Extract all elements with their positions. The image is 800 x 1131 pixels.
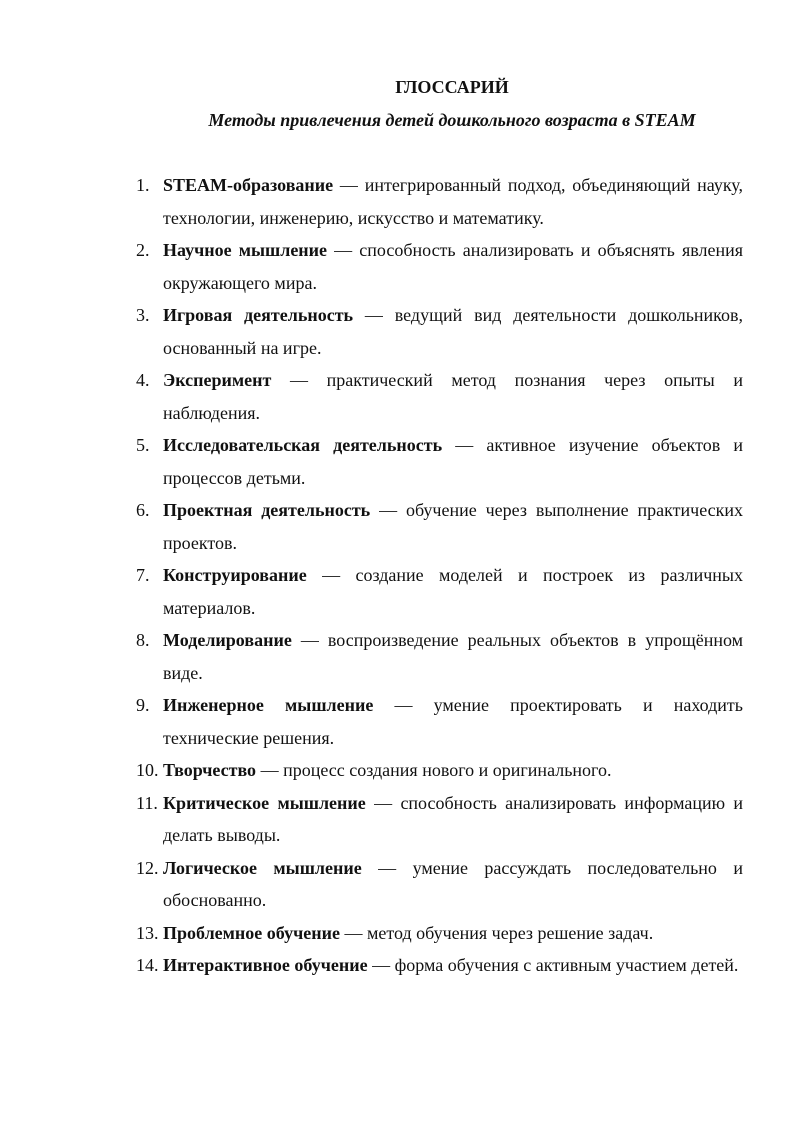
glossary-entry bbox=[136, 754, 743, 787]
entry-definition: процесс создания нового и оригинального. bbox=[283, 760, 612, 780]
entry-term: Интерактивное обучение bbox=[163, 955, 368, 975]
entry-dash: — bbox=[322, 565, 341, 585]
entry-number: 4. bbox=[136, 370, 150, 390]
entry-number: 2. bbox=[136, 240, 150, 260]
entry-dash: — bbox=[300, 630, 319, 650]
entry-dash: — bbox=[339, 175, 358, 195]
entry-definition: практический метод познания через опыты и наблюдения. bbox=[163, 370, 744, 423]
entry-number: 8. bbox=[136, 630, 150, 650]
glossary-entry bbox=[136, 949, 743, 982]
entry-text bbox=[163, 364, 743, 429]
entry-term: Моделирование bbox=[163, 630, 292, 650]
entry-term: Инженерное мышление bbox=[163, 695, 374, 715]
entry-definition: ведущий вид деятельности дошкольников, основанный на игре. bbox=[163, 305, 744, 358]
entry-text bbox=[163, 949, 743, 982]
glossary-list bbox=[136, 169, 743, 982]
entry-text bbox=[163, 852, 743, 917]
entry-definition: способность анализировать информацию и делать выводы. bbox=[163, 792, 744, 845]
entry-dash: — bbox=[455, 435, 474, 455]
entry-definition: интегрированный подход, объединяющий науку, технологии, инженерию, искусство и математику. bbox=[163, 175, 744, 228]
entry-dash: — bbox=[364, 305, 383, 325]
glossary-entry bbox=[136, 494, 743, 559]
glossary-entry bbox=[136, 299, 743, 364]
glossary-entry bbox=[136, 169, 743, 234]
entry-definition: воспроизведение реальных объектов в упрощённом виде. bbox=[163, 630, 744, 683]
entry-text bbox=[163, 299, 743, 364]
glossary-entry bbox=[136, 234, 743, 299]
entry-text bbox=[163, 787, 743, 852]
entry-text bbox=[163, 559, 743, 624]
entry-text bbox=[163, 234, 743, 299]
entry-text bbox=[163, 429, 743, 494]
entry-term: Проектная деятельность bbox=[163, 500, 371, 520]
entry-text bbox=[163, 624, 743, 689]
entry-text bbox=[163, 689, 743, 754]
entry-definition: метод обучения через решение задач. bbox=[366, 922, 654, 943]
entry-term: Конструирование bbox=[163, 565, 307, 585]
entry-dash: — bbox=[260, 760, 279, 780]
entry-number: 1. bbox=[136, 175, 150, 195]
entry-number: 7. bbox=[136, 565, 150, 585]
entry-number: 14. bbox=[136, 955, 159, 975]
entry-definition: активное изучение объектов и процессов детьми. bbox=[163, 435, 744, 488]
glossary-entry bbox=[136, 689, 743, 754]
entry-number: 12. bbox=[136, 857, 159, 878]
entry-number: 9. bbox=[136, 695, 150, 715]
entry-term: Логическое мышление bbox=[163, 857, 362, 878]
entry-text bbox=[163, 169, 743, 234]
entry-definition: умение проектировать и находить технические решения. bbox=[163, 695, 743, 748]
glossary-entry bbox=[136, 364, 743, 429]
entry-term: Исследовательская деятельность bbox=[163, 435, 443, 455]
entry-text bbox=[163, 917, 743, 950]
entry-definition: способность анализировать и объяснять явления окружающего мира. bbox=[163, 240, 744, 293]
entry-number: 6. bbox=[136, 500, 150, 520]
page-title: ГЛОССАРИЙ bbox=[395, 77, 509, 97]
entry-term: Творчество bbox=[163, 760, 257, 780]
entry-dash: — bbox=[374, 792, 393, 813]
entry-dash: — bbox=[379, 500, 398, 520]
entry-text bbox=[163, 494, 743, 559]
entry-definition: умение рассуждать последовательно и обоснованно. bbox=[163, 857, 743, 910]
entry-term: Эксперимент bbox=[163, 370, 272, 390]
entry-dash: — bbox=[394, 695, 413, 715]
entry-number: 11. bbox=[136, 792, 158, 813]
entry-definition: обучение через выполнение практических проектов. bbox=[163, 500, 744, 553]
entry-term: Игровая деятельность bbox=[163, 305, 354, 325]
entry-term: Критическое мышление bbox=[163, 792, 366, 813]
page-subtitle: Методы привлечения детей дошкольного возраста в STEAM bbox=[208, 110, 696, 130]
glossary-entry bbox=[136, 559, 743, 624]
glossary-entry bbox=[136, 852, 743, 917]
entry-definition: форма обучения с активным участием детей. bbox=[394, 955, 739, 975]
entry-dash: — bbox=[334, 240, 353, 260]
entry-number: 10. bbox=[136, 760, 159, 780]
entry-term: STEAM-образование bbox=[163, 175, 334, 195]
entry-dash: — bbox=[378, 857, 397, 878]
entry-number: 3. bbox=[136, 305, 150, 325]
entry-term: Научное мышление bbox=[163, 240, 328, 260]
entry-dash: — bbox=[372, 955, 391, 975]
entry-number: 5. bbox=[136, 435, 150, 455]
entry-definition: создание моделей и построек из различных материалов. bbox=[163, 565, 744, 618]
glossary-entry bbox=[136, 787, 743, 852]
entry-text bbox=[163, 754, 743, 787]
glossary-entry bbox=[136, 429, 743, 494]
entry-number: 13. bbox=[136, 922, 159, 943]
glossary-entry bbox=[136, 917, 743, 950]
entry-dash: — bbox=[344, 922, 363, 943]
entry-dash: — bbox=[289, 370, 308, 390]
entry-term: Проблемное обучение bbox=[163, 922, 340, 943]
glossary-entry bbox=[136, 624, 743, 689]
